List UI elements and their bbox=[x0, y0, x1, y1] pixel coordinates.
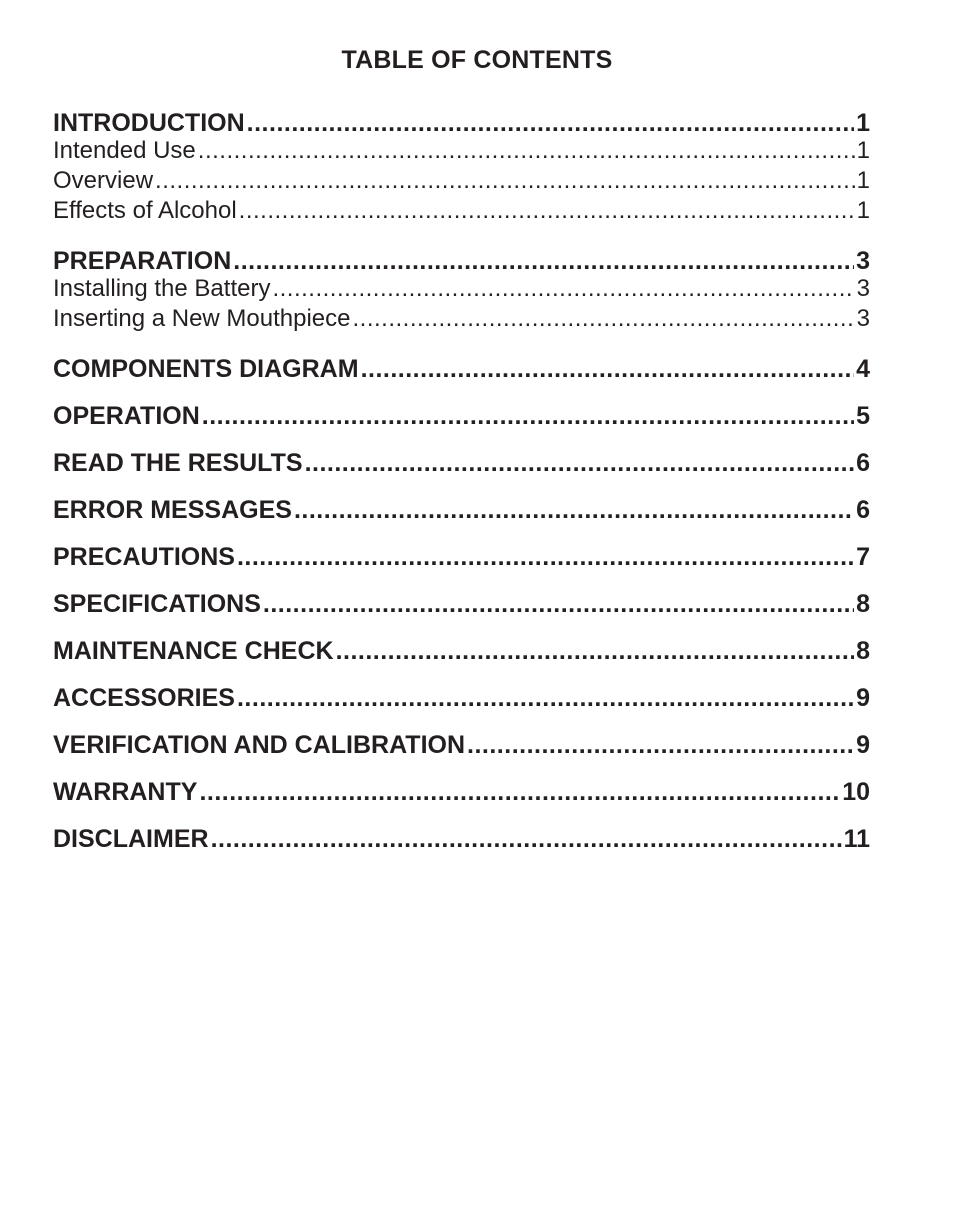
toc-subentry-effects-of-alcohol[interactable] bbox=[53, 196, 870, 243]
toc-entry-label: VERIFICATION AND CALIBRATION bbox=[53, 731, 466, 759]
dot-leader bbox=[233, 243, 854, 274]
toc-entry-introduction[interactable] bbox=[53, 105, 870, 136]
toc-page-number: 3 bbox=[856, 305, 870, 332]
toc-page-number: 4 bbox=[856, 355, 870, 383]
toc-entry-label: INTRODUCTION bbox=[53, 109, 245, 136]
toc-entry-disclaimer[interactable] bbox=[53, 821, 870, 868]
toc-entry-warranty[interactable] bbox=[53, 774, 870, 821]
toc-entry-label: Inserting a New Mouthpiece bbox=[53, 305, 351, 332]
toc-page-number: 7 bbox=[856, 543, 870, 571]
dot-leader bbox=[336, 633, 855, 669]
toc-entry-operation[interactable] bbox=[53, 398, 870, 445]
dot-leader bbox=[361, 351, 855, 387]
toc-page-number: 10 bbox=[842, 778, 870, 806]
dot-leader bbox=[272, 274, 854, 304]
dot-leader bbox=[263, 586, 854, 622]
toc-entry-verification-and-calibration[interactable] bbox=[53, 727, 870, 774]
toc-entry-label: Installing the Battery bbox=[53, 275, 271, 302]
toc-page-number: 9 bbox=[856, 731, 870, 759]
dot-leader bbox=[211, 821, 842, 857]
toc-entry-label: SPECIFICATIONS bbox=[53, 590, 261, 618]
toc-subentry-inserting-mouthpiece[interactable] bbox=[53, 304, 870, 351]
toc-page-number: 6 bbox=[856, 449, 870, 477]
toc-entry-label: Intended Use bbox=[53, 137, 196, 164]
toc-entry-label: PRECAUTIONS bbox=[53, 543, 235, 571]
toc-entry-label: COMPONENTS DIAGRAM bbox=[53, 355, 359, 383]
toc-entry-label: READ THE RESULTS bbox=[53, 449, 303, 477]
toc-entry-label: MAINTENANCE CHECK bbox=[53, 637, 334, 665]
toc-page-number: 8 bbox=[856, 637, 870, 665]
toc-page-number: 11 bbox=[843, 825, 870, 853]
toc-entry-label: DISCLAIMER bbox=[53, 825, 209, 853]
toc-page-number: 5 bbox=[856, 402, 870, 430]
dot-leader bbox=[247, 105, 854, 136]
toc-page-number: 6 bbox=[856, 496, 870, 524]
dot-leader bbox=[199, 774, 840, 810]
dot-leader bbox=[294, 492, 854, 528]
toc-subentry-overview[interactable] bbox=[53, 166, 870, 196]
toc-entry-label: PREPARATION bbox=[53, 247, 232, 274]
toc-entry-maintenance-check[interactable] bbox=[53, 633, 870, 680]
toc-entry-label: Effects of Alcohol bbox=[53, 197, 237, 224]
dot-leader bbox=[237, 680, 854, 716]
dot-leader bbox=[353, 304, 855, 334]
toc-entry-error-messages[interactable] bbox=[53, 492, 870, 539]
dot-leader bbox=[239, 196, 855, 226]
toc-entry-label: OPERATION bbox=[53, 402, 200, 430]
toc-subentry-intended-use[interactable] bbox=[53, 136, 870, 166]
toc-page-number: 1 bbox=[856, 137, 870, 164]
toc-entry-label: ERROR MESSAGES bbox=[53, 496, 292, 524]
toc-entry-precautions[interactable] bbox=[53, 539, 870, 586]
toc-page-number: 1 bbox=[856, 197, 870, 224]
toc-subentry-installing-battery[interactable] bbox=[53, 274, 870, 304]
dot-leader bbox=[305, 445, 855, 481]
toc-entry-accessories[interactable] bbox=[53, 680, 870, 727]
toc-entry-specifications[interactable] bbox=[53, 586, 870, 633]
toc-page-number: 3 bbox=[856, 275, 870, 302]
table-of-contents bbox=[53, 105, 870, 868]
dot-leader bbox=[237, 539, 854, 575]
toc-page-number: 3 bbox=[856, 247, 870, 274]
toc-page-number: 1 bbox=[856, 109, 870, 136]
toc-page-number: 9 bbox=[856, 684, 870, 712]
toc-entry-read-the-results[interactable] bbox=[53, 445, 870, 492]
dot-leader bbox=[198, 136, 855, 166]
toc-entry-preparation[interactable] bbox=[53, 243, 870, 274]
toc-entry-label: ACCESSORIES bbox=[53, 684, 235, 712]
page-title: TABLE OF CONTENTS bbox=[341, 46, 613, 74]
toc-entry-label: WARRANTY bbox=[53, 778, 198, 806]
dot-leader bbox=[155, 166, 855, 196]
toc-entry-components-diagram[interactable] bbox=[53, 351, 870, 398]
toc-page-number: 1 bbox=[856, 167, 870, 194]
dot-leader bbox=[467, 727, 854, 763]
toc-entry-label: Overview bbox=[53, 167, 154, 194]
dot-leader bbox=[202, 398, 854, 434]
toc-page-number: 8 bbox=[856, 590, 870, 618]
